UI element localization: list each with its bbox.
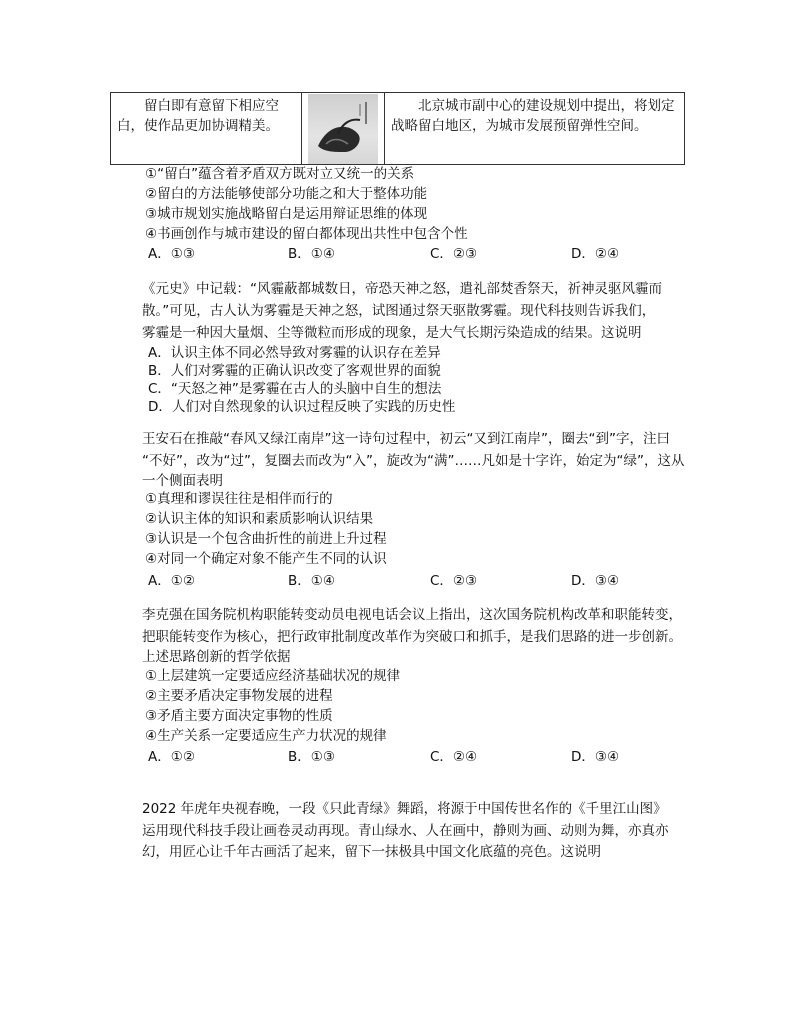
q1-item-3: ③城市规划实施战略留白是运用辩证思维的体现 [145, 206, 428, 222]
q2-option-b: B．人们对雾霾的正确认识改变了客观世界的面貌 [148, 363, 441, 379]
q5-stem-2: 运用现代科技手段让画卷灵动再现。青山绿水、人在画中，静则为画、动则为舞，亦真亦 [142, 823, 669, 839]
q2-stem-2: 散。”可见，古人认为雾霾是天神之怒，试图通过祭天驱散雾霾。现代科技则告诉我们， [142, 303, 656, 319]
q4-stem-2: 把职能转变作为核心，把行政审批制度改革作为突破口和抓手，是我们思路的进一步创新。 [142, 629, 682, 645]
q1-option-b: B．①④ [288, 246, 335, 262]
q3-stem-1: 王安石在推敲“春风又绿江南岸”这一诗句过程中，初云“又到江南岸”，圈去“到”字，注曰 [142, 431, 670, 447]
ink-painting-image [308, 94, 378, 164]
table-image-cell [302, 93, 385, 165]
q2-option-d: D．人们对自然现象的认识过程反映了实践的历史性 [148, 399, 456, 415]
cabbage-painting-icon [308, 94, 378, 164]
q2-stem-3: 雾霾是一种因大量烟、尘等微粒而形成的现象，是大气长期污染造成的结果。这说明 [142, 325, 642, 341]
q4-item-4: ④生产关系一定要适应生产力状况的规律 [145, 728, 387, 744]
q4-item-2: ②主要矛盾决定事物发展的进程 [145, 688, 333, 704]
q3-option-b: B．①④ [288, 573, 335, 589]
q3-item-2: ②认识主体的知识和素质影响认识结果 [145, 511, 374, 527]
q4-option-c: C．②④ [430, 749, 478, 765]
q4-option-a: A．①② [148, 749, 195, 765]
q3-option-a: A．①② [148, 573, 195, 589]
q3-option-d: D．③④ [571, 573, 620, 589]
q2-option-c: C．“天怒之神”是雾霾在古人的头脑中自生的想法 [148, 381, 442, 397]
q4-option-d: D．③④ [571, 749, 620, 765]
q4-item-1: ①上层建筑一定要适应经济基础状况的规律 [145, 668, 401, 684]
q4-option-b: B．①③ [288, 749, 335, 765]
q1-option-d: D．②④ [571, 246, 620, 262]
q3-stem-3: 一个侧面表明 [142, 473, 223, 489]
q3-stem-2: “不好”，改为“过”，复圈去而改为“入”，旋改为“满”……凡如是十字许，始定为“绿”，这从 [142, 453, 685, 469]
q3-option-c: C．②③ [430, 573, 478, 589]
q1-option-a: A．①③ [148, 246, 195, 262]
comparison-table [110, 92, 685, 165]
q3-item-3: ③认识是一个包含曲折性的前进上升过程 [145, 531, 387, 547]
q1-item-1: ①“留白”蕴含着矛盾双方既对立又统一的关系 [145, 166, 415, 182]
q5-stem-3: 幻，用匠心让千年古画活了起来，留下一抹极具中国文化底蕴的亮色。这说明 [142, 844, 601, 860]
q2-option-a: A．认识主体不同必然导致对雾霾的认识存在差异 [148, 345, 441, 361]
q1-option-c: C．②③ [430, 246, 478, 262]
q4-stem-1: 李克强在国务院机构职能转变动员电视电话会议上指出，这次国务院机构改革和职能转变， [142, 607, 682, 623]
table-left-cell: 留白即有意留下相应空白，使作品更加协调精美。 [111, 93, 302, 165]
q5-stem-1: 2022 年虎年央视春晚，一段《只此青绿》舞蹈，将源于中国传世名作的《千里江山图》 [142, 801, 667, 817]
q3-item-4: ④对同一个确定对象不能产生不同的认识 [145, 551, 387, 567]
q4-item-3: ③矛盾主要方面决定事物的性质 [145, 708, 333, 724]
q1-item-2: ②留白的方法能够使部分功能之和大于整体功能 [145, 186, 428, 202]
q4-stem-3: 上述思路创新的哲学依据 [142, 649, 291, 665]
q3-item-1: ①真理和谬误往往是相伴而行的 [145, 491, 333, 507]
q1-item-4: ④书画创作与城市建设的留白都体现出共性中包含个性 [145, 226, 468, 242]
q2-stem-1: 《元史》中记载：“风霾蔽都城数日，帝恐天神之怒，遣礼部焚香祭天，祈神灵驱风霾而 [142, 281, 662, 297]
table-right-cell: 北京城市副中心的建设规划中提出，将划定战略留白地区，为城市发展预留弹性空间。 [385, 93, 685, 165]
